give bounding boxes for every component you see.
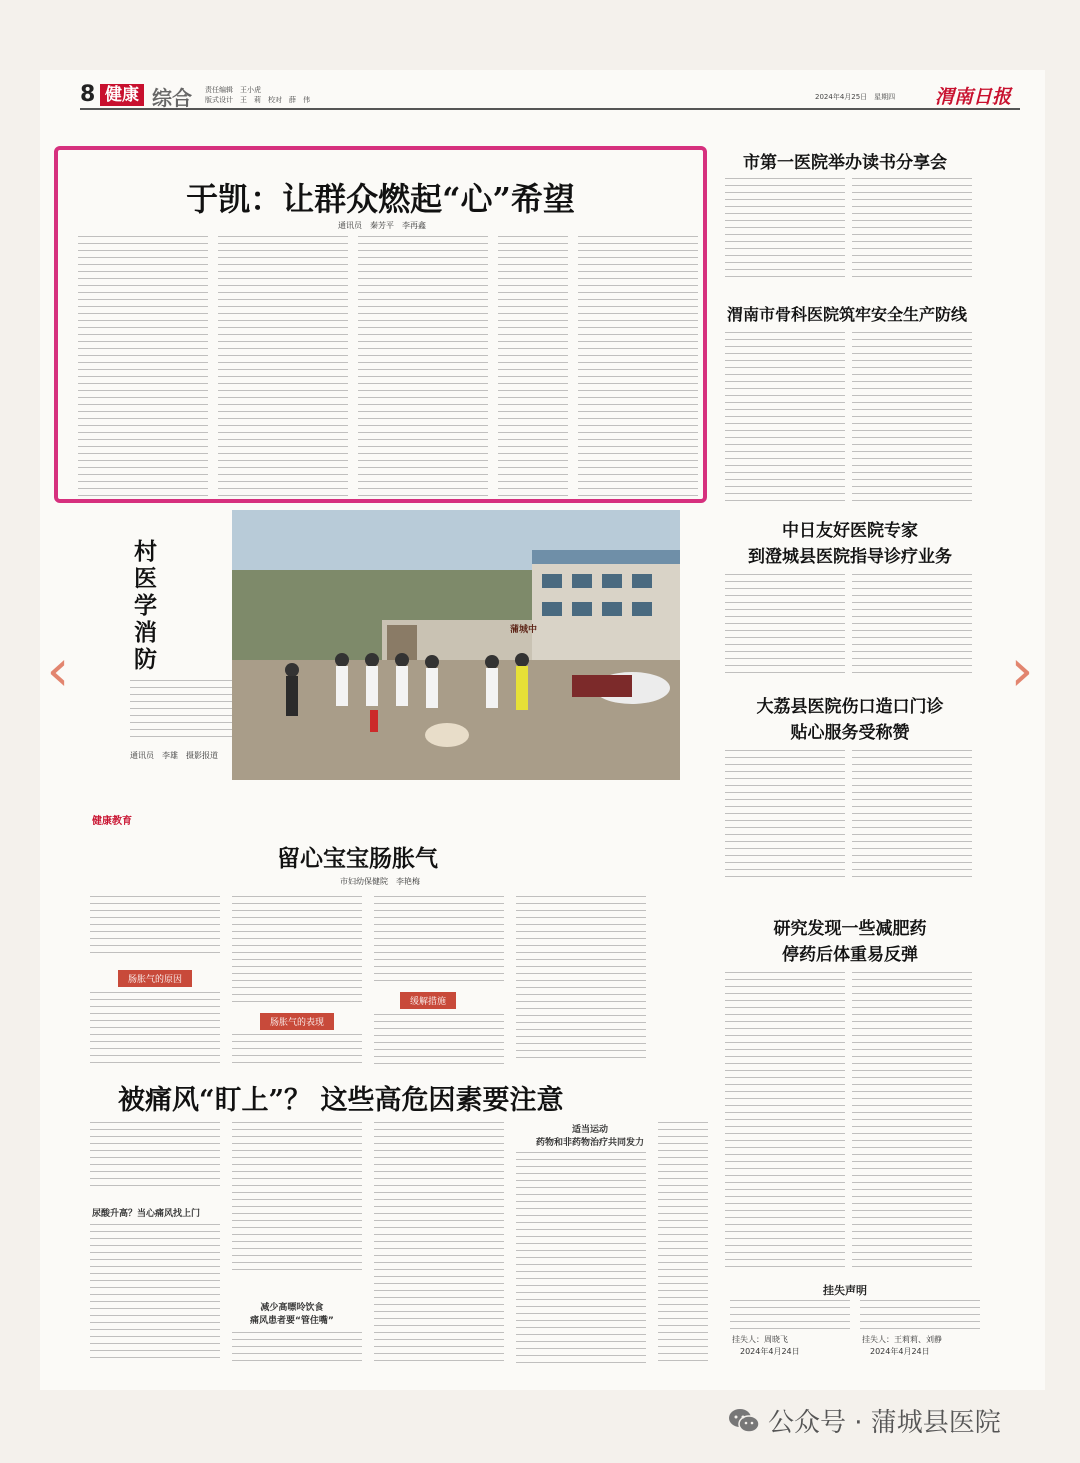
lead-text-col-1 bbox=[78, 236, 208, 498]
health-edu-subhead-2: 肠胀气的表现 bbox=[260, 1013, 334, 1030]
health-edu-text-1 bbox=[90, 896, 220, 956]
issue-date: 2024年4月25日 星期四 bbox=[815, 93, 896, 101]
right-article-title-5: 研究发现一些减肥药 停药后体重易反弹 bbox=[773, 919, 927, 965]
right-article-title-1: 市第一医院举办读书分享会 bbox=[743, 153, 947, 173]
photo-gate-sign: 蒲城中 bbox=[510, 625, 538, 635]
health-edu-text-3 bbox=[232, 896, 362, 1006]
gout-text-4 bbox=[232, 1332, 362, 1364]
health-edu-text-6 bbox=[374, 1014, 504, 1064]
right-article-text-2b bbox=[852, 332, 972, 507]
health-edu-subhead-3: 缓解措施 bbox=[400, 992, 456, 1009]
prev-page-arrow[interactable]: ‹ bbox=[46, 636, 70, 704]
lead-text-col-4 bbox=[498, 236, 568, 498]
photo-illustration bbox=[232, 510, 680, 780]
right-article-text-1a bbox=[725, 178, 845, 283]
health-edu-tag: 健康教育 bbox=[92, 816, 132, 827]
editor-info: 责任编辑 王小虎 版式设计 王 莉 校对 薛 伟 bbox=[205, 86, 310, 104]
wechat-icon bbox=[728, 1408, 760, 1434]
footer-label: 公众号 · 蒲城县医院 bbox=[768, 1408, 1001, 1438]
lost-notice-text-1 bbox=[730, 1300, 850, 1330]
lost-notice-name-1: 挂失人：周晓飞 bbox=[732, 1335, 788, 1344]
health-edu-title: 留心宝宝肠胀气 bbox=[277, 845, 438, 872]
lost-notice-title: 挂失声明 bbox=[823, 1284, 867, 1297]
right-article-text-4b bbox=[852, 750, 972, 880]
lost-notice-date-2: 2024年4月24日 bbox=[870, 1347, 930, 1356]
lead-article-highlight[interactable] bbox=[54, 146, 707, 503]
next-page-arrow[interactable]: › bbox=[1010, 636, 1034, 704]
gout-text-1 bbox=[90, 1122, 220, 1192]
health-edu-subhead-1: 肠胀气的原因 bbox=[118, 970, 192, 987]
gout-text-3 bbox=[232, 1122, 362, 1272]
health-edu-text-2 bbox=[90, 992, 220, 1064]
right-article-text-3b bbox=[852, 574, 972, 674]
health-edu-text-7 bbox=[516, 896, 646, 1064]
wechat-account-footer bbox=[728, 1402, 1001, 1439]
section-label: 健康 bbox=[100, 84, 144, 106]
photo-feature-title: 村医学消防 bbox=[134, 538, 157, 673]
lead-text-col-2 bbox=[218, 236, 348, 498]
lead-article-title: 于凯：让群众燃起“心”希望 bbox=[186, 180, 575, 218]
health-edu-text-5 bbox=[374, 896, 504, 986]
lost-notice-date-1: 2024年4月24日 bbox=[740, 1347, 800, 1356]
gout-text-2 bbox=[90, 1224, 220, 1364]
photo-credit: 通讯员 李雄 摄影报道 bbox=[130, 751, 218, 760]
right-article-title-4: 大荔县医院伤口造口门诊 贴心服务受称赞 bbox=[756, 697, 944, 743]
lost-notice-name-2: 挂失人：王莉莉、刘静 bbox=[862, 1335, 942, 1344]
page-number: 8 bbox=[80, 82, 96, 107]
right-article-text-5b bbox=[852, 972, 972, 1272]
health-edu-text-4 bbox=[232, 1034, 362, 1064]
lead-text-col-5 bbox=[578, 236, 698, 498]
gout-text-5 bbox=[374, 1122, 504, 1364]
right-article-text-1b bbox=[852, 178, 972, 283]
section-sub-label: 综合 bbox=[152, 86, 192, 110]
newspaper-logo: 渭南日报 bbox=[935, 86, 1012, 108]
right-article-text-4a bbox=[725, 750, 845, 880]
gout-subhead-1: 尿酸升高？当心痛风找上门 bbox=[92, 1209, 201, 1219]
lead-text-col-3 bbox=[358, 236, 488, 498]
gout-subhead-2: 适当运动 药物和非药物治疗共同发力 bbox=[536, 1125, 645, 1148]
right-article-text-2a bbox=[725, 332, 845, 507]
newspaper-page bbox=[40, 70, 1045, 1390]
photo-caption-panel bbox=[80, 510, 225, 780]
right-article-title-3: 中日友好医院专家 到澄城县医院指导诊疗业务 bbox=[748, 521, 952, 567]
fire-drill-photo[interactable] bbox=[232, 510, 680, 780]
right-article-text-3a bbox=[725, 574, 845, 674]
right-article-text-5a bbox=[725, 972, 845, 1272]
page-header bbox=[80, 82, 1020, 110]
right-article-title-2: 渭南市骨科医院筑牢安全生产防线 bbox=[726, 305, 967, 324]
lead-article-byline: 通讯员 秦芳平 李再鑫 bbox=[338, 221, 426, 230]
gout-article-title: 被痛风“盯上”？ 这些高危因素要注意 bbox=[118, 1085, 564, 1116]
gout-text-6 bbox=[516, 1152, 646, 1364]
gout-subhead-3: 减少高嘌呤饮食 痛风患者要“管住嘴” bbox=[250, 1303, 334, 1326]
health-edu-byline: 市妇幼保健院 李艳梅 bbox=[340, 877, 420, 886]
gout-text-7 bbox=[658, 1122, 708, 1364]
lost-notice-text-2 bbox=[860, 1300, 980, 1330]
